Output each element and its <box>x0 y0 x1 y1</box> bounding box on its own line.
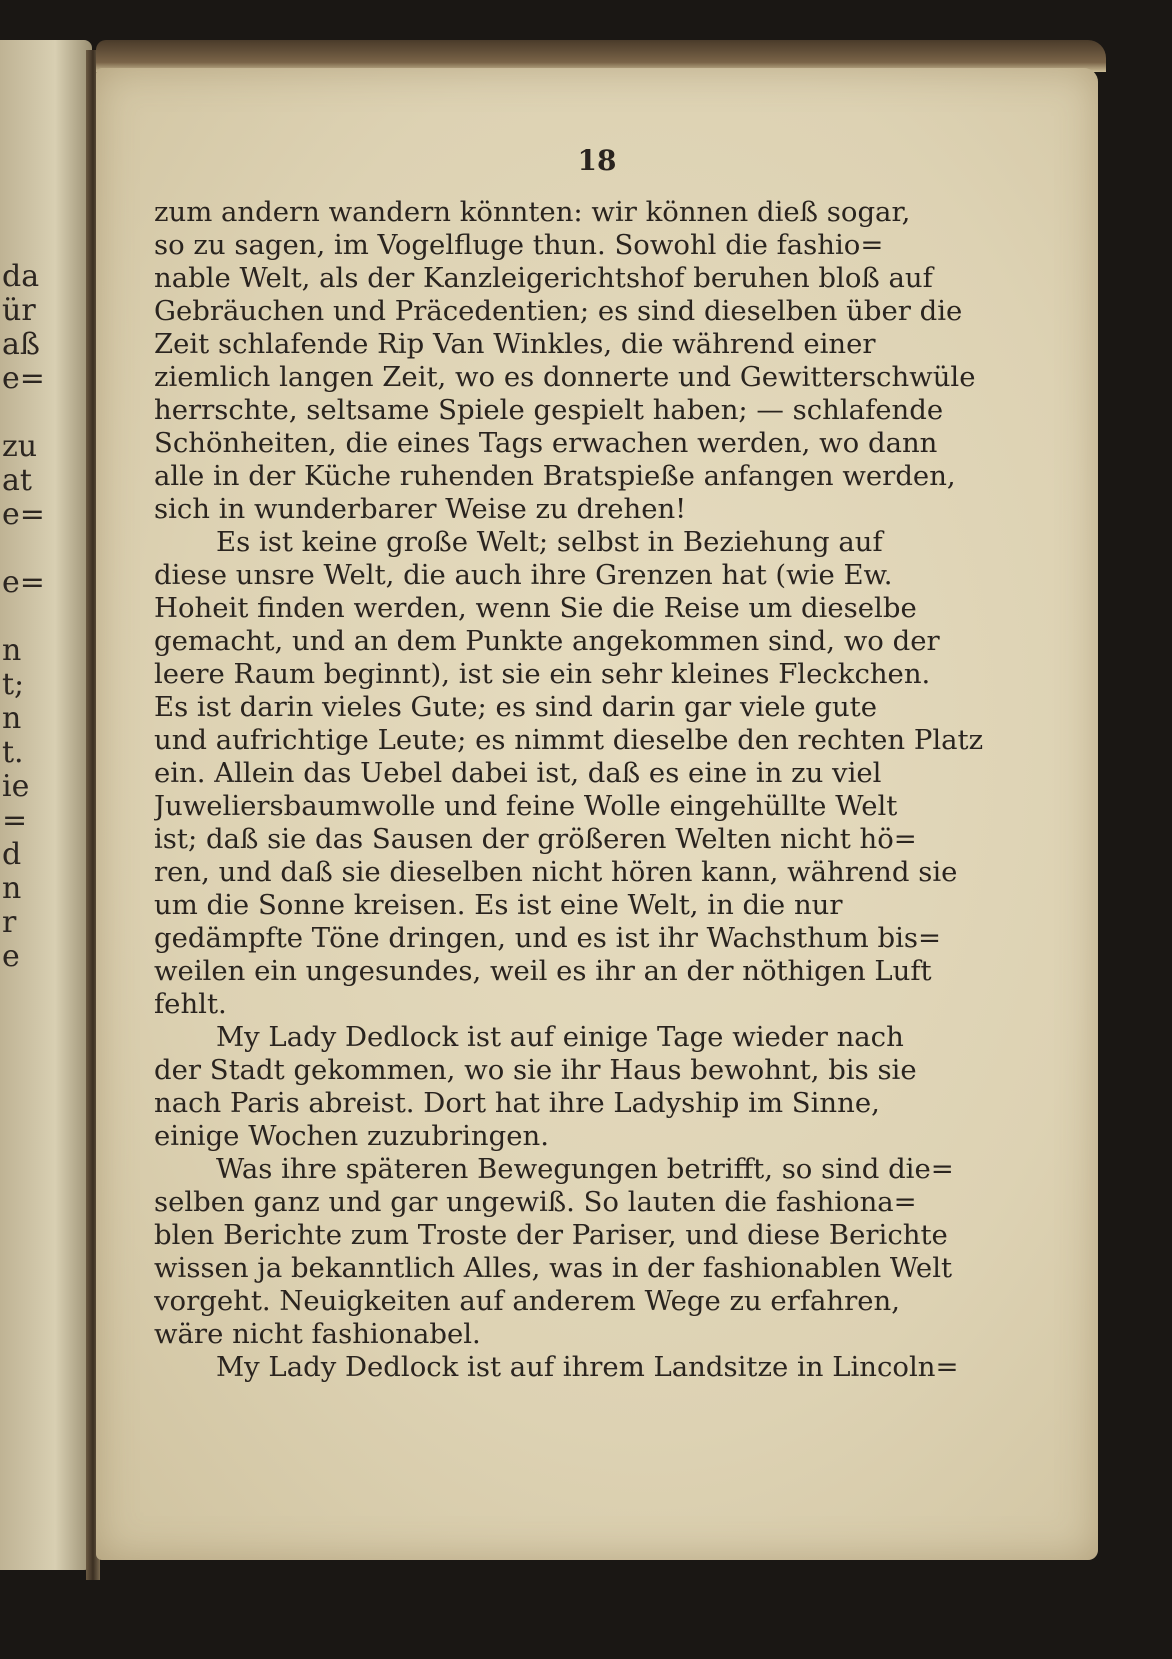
left-page-fragment: = <box>2 803 28 838</box>
text-line: Zeit schlafende Rip Van Winkles, die während einer <box>154 328 876 360</box>
text-line: gedämpfte Töne dringen, und es ist ihr Wachsthum bis= <box>154 922 942 954</box>
left-page-fragment: aß <box>2 327 40 362</box>
text-line: so zu sagen, im Vogelfluge thun. Sowohl die fashio= <box>154 229 884 261</box>
text-line: Gebräuchen und Präcedentien; es sind dieselben über die <box>154 295 963 327</box>
text-line: My Lady Dedlock ist auf ihrem Landsitze in Lincoln= <box>216 1351 959 1383</box>
left-page-fragment: zu <box>2 429 38 464</box>
text-line: um die Sonne kreisen. Es ist eine Welt, in die nur <box>154 889 843 921</box>
left-page-fragment <box>2 532 82 566</box>
text-line: Schönheiten, die eines Tags erwachen werden, wo dann <box>154 427 938 459</box>
left-page-fragment: at <box>2 463 32 498</box>
text-line: Es ist keine große Welt; selbst in Beziehung auf <box>216 526 883 558</box>
text-line: ist; daß sie das Sausen der größeren Welten nicht hö= <box>154 823 917 855</box>
left-page-fragment: d <box>2 837 22 872</box>
text-line: wissen ja bekanntlich Alles, was in der fashionablen Welt <box>154 1252 953 1284</box>
text-line: Hoheit finden werden, wenn Sie die Reise um dieselbe <box>154 592 917 624</box>
text-line: diese unsre Welt, die auch ihre Grenzen hat (wie Ew. <box>154 559 893 591</box>
text-line: selben ganz und gar ungewiß. So lauten die fashiona= <box>154 1186 917 1218</box>
text-line: ren, und daß sie dieselben nicht hören kann, während sie <box>154 856 958 888</box>
left-page-fragment: da <box>2 259 40 294</box>
text-line: nach Paris abreist. Dort hat ihre Ladyship im Sinne, <box>154 1087 880 1119</box>
text-line: Was ihre späteren Bewegungen betrifft, so sind die= <box>216 1153 954 1185</box>
text-line: Juweliersbaumwolle und feine Wolle eingehüllte Welt <box>154 790 898 822</box>
left-page-fragment: e <box>2 939 20 974</box>
text-line: vorgeht. Neuigkeiten auf anderem Wege zu erfahren, <box>154 1285 901 1317</box>
text-line: wäre nicht fashionabel. <box>154 1318 481 1350</box>
left-page-fragment: n <box>2 871 22 906</box>
page-number: 18 <box>577 144 617 177</box>
left-page-edge <box>0 40 92 1570</box>
left-page-fragment: e= <box>2 497 45 532</box>
left-page-fragment: ie <box>2 769 30 804</box>
text-line: sich in wunderbarer Weise zu drehen! <box>154 493 687 525</box>
text-line: weilen ein ungesundes, weil es ihr an der nöthigen Luft <box>154 955 932 987</box>
text-line: ziemlich langen Zeit, wo es donnerte und Gewitterschwüle <box>154 361 976 393</box>
text-line: ein. Allein das Uebel dabei ist, daß es eine in zu viel <box>154 757 882 789</box>
left-page-fragment: n <box>2 633 22 668</box>
page-text <box>154 196 1056 1384</box>
text-line: einige Wochen zuzubringen. <box>154 1120 549 1152</box>
left-page-fragment: ür <box>2 293 36 328</box>
left-page-fragment: r <box>2 905 17 940</box>
left-page-fragment: t. <box>2 735 24 770</box>
left-page-fragment <box>2 396 82 430</box>
text-line: der Stadt gekommen, wo sie ihr Haus bewohnt, bis sie <box>154 1054 917 1086</box>
text-line: nable Welt, als der Kanzleigerichtshof beruhen bloß auf <box>154 262 933 294</box>
text-line: herrschte, seltsame Spiele gespielt haben; — schlafende <box>154 394 944 426</box>
left-page-fragment: n <box>2 701 22 736</box>
text-line: gemacht, und an dem Punkte angekommen sind, wo der <box>154 625 940 657</box>
left-page-fragment: e= <box>2 361 45 396</box>
left-page-text-fragments <box>2 260 82 974</box>
book-page <box>96 68 1098 1560</box>
text-line: My Lady Dedlock ist auf einige Tage wieder nach <box>216 1021 904 1053</box>
left-page-fragment: t; <box>2 667 25 702</box>
text-line: fehlt. <box>154 988 227 1020</box>
text-line: leere Raum beginnt), ist sie ein sehr kleines Fleckchen. <box>154 658 931 690</box>
text-line: alle in der Küche ruhenden Bratspieße anfangen werden, <box>154 460 956 492</box>
text-line: blen Berichte zum Troste der Pariser, und diese Berichte <box>154 1219 948 1251</box>
left-page-fragment: e= <box>2 565 45 600</box>
text-line: zum andern wandern könnten: wir können dieß sogar, <box>154 196 911 228</box>
text-line: Es ist darin vieles Gute; es sind darin gar viele gute <box>154 691 877 723</box>
text-line: und aufrichtige Leute; es nimmt dieselbe den rechten Platz <box>154 724 984 756</box>
left-page-fragment <box>2 600 82 634</box>
